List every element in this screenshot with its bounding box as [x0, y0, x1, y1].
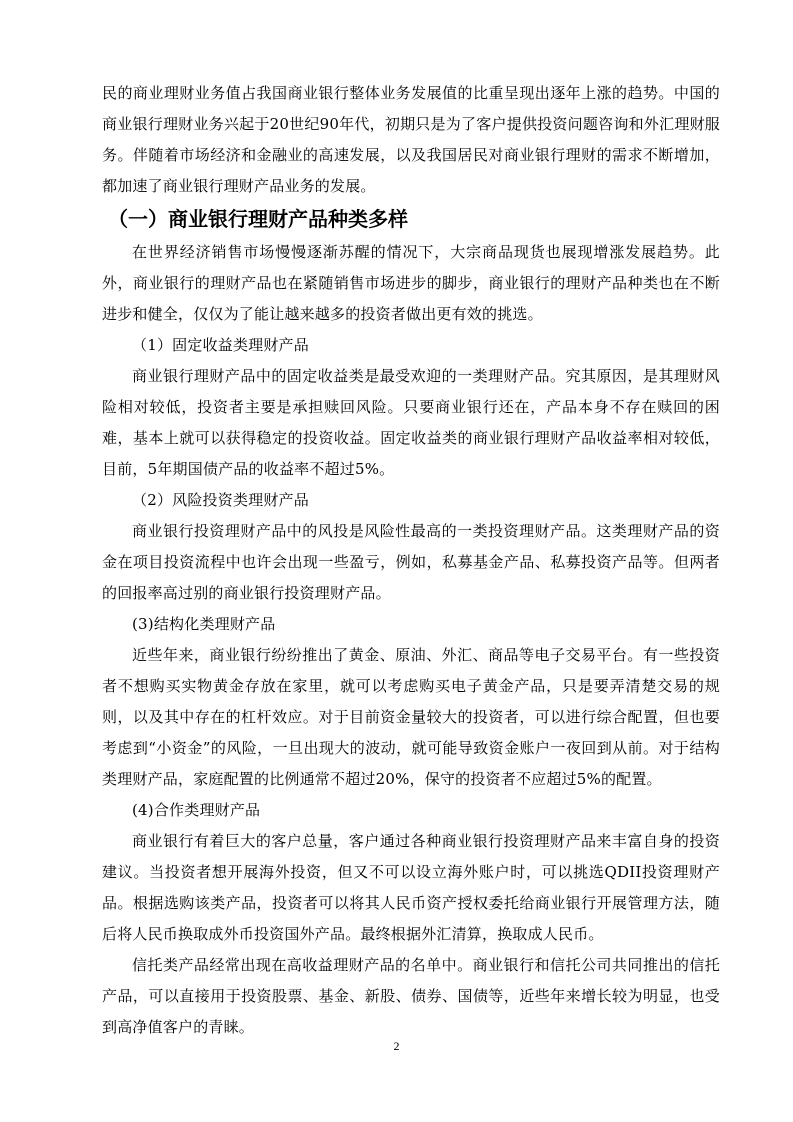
subheading-risk-invest: （2）风险投资类理财产品: [132, 491, 309, 509]
section-heading: （一）商业银行理财产品种类多样: [108, 207, 408, 231]
paragraph-risk-invest: 商业银行投资理财产品中的风投是风险性最高的一类投资理财产品。这类理财产品的资金在项目投资流程中也许会出现一些盈亏，例如，私募基金产品、私募投资产品等。但两者的回报率高过别的商业银行投资理财产品。: [102, 522, 720, 602]
paragraph-intro: 民的商业理财业务值占我国商业银行整体业务发展值的比重呈现出逐年上涨的趋势。中国的商业银行理财业务兴起于20世纪90年代，初期只是为了客户提供投资问题咨询和外汇理财服务。伴随着市场经济和金融业的高速发展，以及我国居民对商业银行理财的需求不断增加，都加速了商业银行理财产品业务的发展。: [102, 84, 720, 195]
paragraph-section-intro: 在世界经济销售市场慢慢逐渐苏醒的情况下，大宗商品现货也展现增涨发展趋势。此外，商业银行的理财产品也在紧随销售市场进步的脚步，商业银行的理财产品种类也在不断进步和健全，仅仅为了能让越来越多的投资者做出更有效的挑选。: [102, 243, 720, 323]
subheading-structured: (3)结构化类理财产品: [132, 615, 276, 633]
paragraph-trust: 信托类产品经常出现在高收益理财产品的名单中。商业银行和信托公司共同推出的信托产品，可以直接用于投资股票、基金、新股、债券、国债等，近些年来增长较为明显，也受到高净值客户的青睐。: [102, 956, 720, 1036]
subheading-cooperation: (4)合作类理财产品: [132, 801, 261, 819]
page-body: [102, 78, 720, 1043]
paragraph-cooperation: 商业银行有着巨大的客户总量，客户通过各种商业银行投资理财产品来丰富自身的投资建议。当投资者想开展海外投资，但又不可以设立海外账户时，可以挑选QDII投资理财产品。根据选购该类产品，投资者可以将其人民币资产授权委托给商业银行开展管理方法，随后将人民币换取成外币投资国外产品。最终根据外汇清算，换取成人民币。: [102, 832, 720, 943]
paragraph-fixed-income: 商业银行理财产品中的固定收益类是最受欢迎的一类理财产品。究其原因，是其理财风险相对较低，投资者主要是承担赎回风险。只要商业银行还在，产品本身不存在赎回的困难，基本上就可以获得稳定的投资收益。固定收益类的商业银行理财产品收益率相对较低，目前，5年期国债产品的收益率不超过5%。: [102, 367, 720, 478]
page-number: 2: [393, 1039, 400, 1053]
paragraph-structured: 近些年来，商业银行纷纷推出了黄金、原油、外汇、商品等电子交易平台。有一些投资者不想购买实物黄金存放在家里，就可以考虑购买电子黄金产品，只是要弄清楚交易的规则，以及其中存在的杠杆效应。对于目前资金量较大的投资者，可以进行综合配置，但也要考虑到“小资金”的风险，一旦出现大的波动，就可能导致资金账户一夜回到从前。对于结构类理财产品，家庭配置的比例通常不超过20%，保守的投资者不应超过5%的配置。: [102, 646, 720, 788]
subheading-fixed-income: （1）固定收益类理财产品: [132, 336, 309, 354]
